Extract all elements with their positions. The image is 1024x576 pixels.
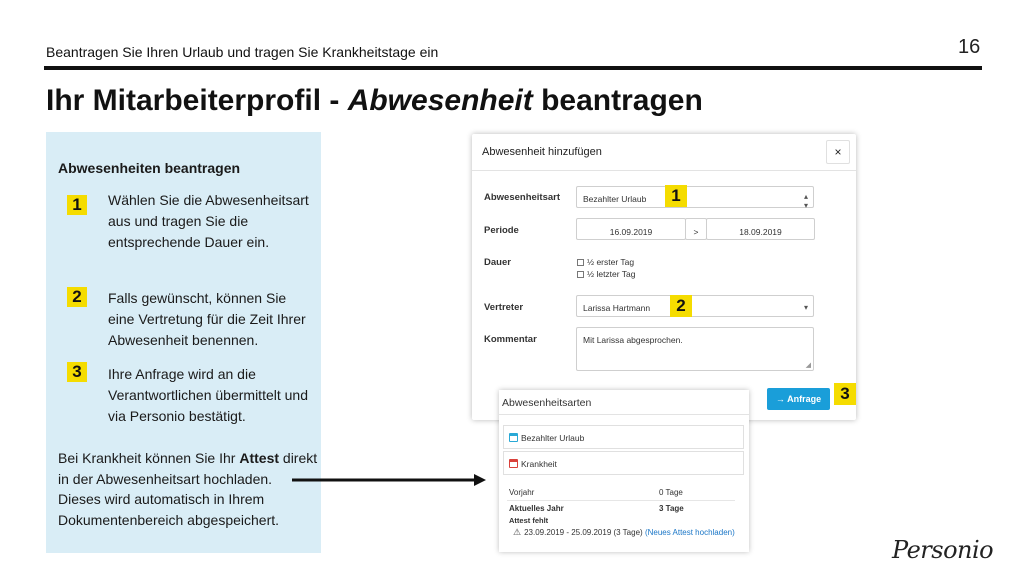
absence-type-label: Abwesenheitsart — [484, 192, 561, 203]
dialog-title: Abwesenheit hinzufügen — [482, 146, 602, 158]
header-divider — [44, 66, 982, 70]
sick-note-attest: Attest — [239, 450, 280, 466]
previous-year-value: 0 Tage — [659, 488, 683, 497]
absence-type-sickness[interactable] — [503, 451, 744, 475]
absence-types-title: Abwesenheitsarten — [502, 397, 592, 409]
overlay-badge-1: 1 — [665, 185, 687, 207]
calendar-icon — [509, 459, 518, 468]
absence-type-vacation[interactable] — [503, 425, 744, 449]
sick-note-after: direkt in der Abwesenheitsart hochladen. Dieses wird automatisch in Ihrem Dokumentenbereich abgespeichert. — [58, 450, 318, 528]
card-divider — [499, 414, 749, 415]
date-from-value: 16.09.2019 — [609, 227, 653, 237]
chevron-right-icon: > — [693, 227, 699, 237]
absence-type-label: Bezahlter Urlaub — [521, 433, 585, 443]
half-last-day-label: ½ letzter Tag — [587, 269, 636, 279]
half-first-day-checkbox[interactable] — [577, 259, 584, 266]
half-first-day-option[interactable] — [577, 257, 634, 267]
step-badge-3: 3 — [67, 362, 87, 382]
page-title — [46, 84, 703, 118]
date-separator — [685, 218, 707, 240]
substitute-value: Larissa Hartmann — [583, 303, 651, 313]
comment-textarea[interactable] — [576, 327, 814, 371]
calendar-icon — [509, 433, 518, 442]
overlay-badge-3: 3 — [834, 383, 856, 405]
page-number: 16 — [958, 36, 981, 58]
comment-label: Kommentar — [484, 334, 537, 345]
absence-type-select[interactable] — [576, 186, 814, 208]
warning-icon: ⚠ — [513, 527, 522, 537]
current-year-label: Aktuelles Jahr — [509, 504, 564, 513]
half-last-day-checkbox[interactable] — [577, 271, 584, 278]
step-badge-2: 2 — [67, 287, 87, 307]
half-first-day-label: ½ erster Tag — [587, 257, 635, 267]
title-part2: beantragen — [532, 84, 703, 117]
absence-types-card — [499, 390, 749, 552]
overlay-badge-2: 2 — [670, 295, 692, 317]
half-last-day-option[interactable] — [577, 269, 636, 279]
row-divider — [507, 500, 735, 501]
absence-type-label: Krankheit — [521, 459, 557, 469]
period-label: Periode — [484, 225, 519, 236]
resize-handle-icon[interactable]: ◢ — [805, 362, 811, 369]
title-part1: Ihr Mitarbeiterprofil - — [46, 84, 348, 117]
panel-heading: Abwesenheiten beantragen — [58, 160, 241, 176]
date-from-input[interactable] — [576, 218, 686, 240]
pointer-arrow — [292, 470, 488, 490]
dialog-header — [472, 134, 856, 171]
sick-note-before: Bei Krankheit können Sie Ihr — [58, 450, 240, 466]
step-badge-1: 1 — [67, 195, 87, 215]
date-to-value: 18.09.2019 — [739, 227, 782, 237]
select-arrows-icon: ▴ ▾ — [803, 192, 808, 210]
current-year-value: 3 Tage — [659, 504, 684, 513]
absence-type-value: Bezahlter Urlaub — [583, 194, 647, 204]
certificate-missing-row — [513, 527, 735, 538]
sick-note — [58, 448, 318, 530]
dropdown-icon: ▾ — [803, 303, 808, 312]
step-text-3: Ihre Anfrage wird an die Verantwortlichen übermittelt und via Personio bestätigt. — [108, 366, 308, 424]
upload-certificate-link[interactable]: (Neues Attest hochladen) — [644, 528, 735, 537]
substitute-select[interactable] — [576, 295, 814, 317]
comment-value: Mit Larissa abgesprochen. — [583, 335, 683, 345]
slide-subtitle: Beantragen Sie Ihren Urlaub und tragen Sie Krankheitstage ein — [46, 44, 439, 60]
close-button[interactable]: × — [826, 140, 850, 164]
step-text-1: Wählen Sie die Abwesenheitsart aus und tragen Sie die entsprechende Dauer ein. — [108, 192, 309, 250]
missing-range: 23.09.2019 - 25.09.2019 (3 Tage) — [524, 528, 643, 537]
personio-logo: Personio — [892, 536, 994, 564]
previous-year-label: Vorjahr — [509, 488, 535, 497]
title-emphasis: Abwesenheit — [347, 84, 533, 117]
step-text-2: Falls gewünscht, können Sie eine Vertretung für die Zeit Ihrer Abwesenheit benennen. — [108, 290, 306, 348]
duration-label: Dauer — [484, 257, 511, 268]
date-to-input[interactable] — [706, 218, 815, 240]
instruction-panel — [46, 132, 321, 553]
certificate-missing-label: Attest fehlt — [509, 516, 549, 525]
add-absence-dialog — [472, 134, 856, 420]
submit-request-button[interactable]: → Anfrage — [767, 388, 830, 410]
substitute-label: Vertreter — [484, 302, 524, 313]
